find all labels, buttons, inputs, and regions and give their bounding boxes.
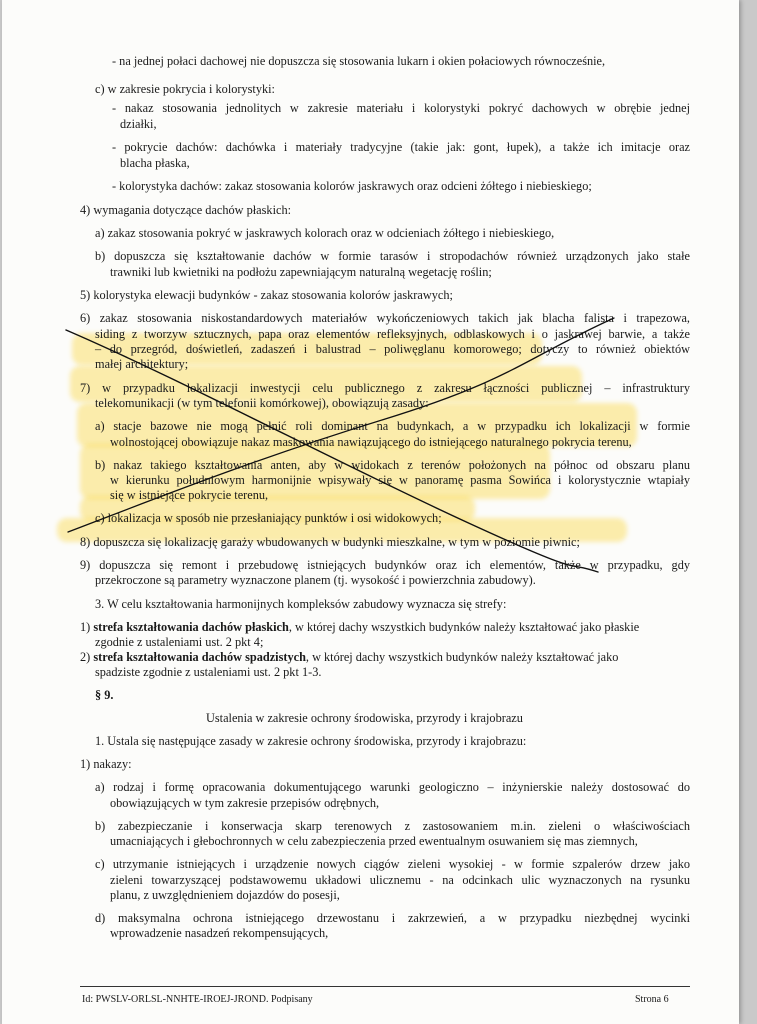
text-line: - kolorystyka dachów: zakaz stosowania kolorów jaskrawych oraz odcieni żółtego i niebieskiego; xyxy=(112,179,592,193)
text-line: się w istniejące pokrycie terenu, xyxy=(110,488,269,502)
text-line: trawniki lub kwietniki na podłożu zapewniającym naturalną wegetację roślin; xyxy=(110,265,492,279)
cross-out-mark xyxy=(2,0,739,1024)
text-line: - nakaz stosowania jednolitych w zakresie materiału i kolorystyki pokryć dachowych w obrębie jednej xyxy=(112,101,690,115)
text-line: w kierunku południowym harmonijnie wpisywały się w panoramę pasma Sowińca i kolorystycznie wtapiały xyxy=(110,473,690,487)
text-line: 5) kolorystyka elewacji budynków - zakaz stosowania kolorów jaskrawych; xyxy=(80,288,453,302)
zone-description: , w której dachy wszystkich budynków należy kształtować jako xyxy=(305,650,619,664)
text-line: blacha płaska, xyxy=(120,156,190,170)
section-title: Ustalenia w zakresie ochrony środowiska, przyrody i krajobrazu xyxy=(206,711,523,725)
text-line: spadziste zgodnie z ustaleniami ust. 2 pkt 1-3. xyxy=(95,665,322,679)
text-line: małej architektury; xyxy=(95,357,189,371)
text-line: b) nakaz takiego kształtowania anten, aby w widokach z terenów położonych na północ od obszaru planu xyxy=(95,458,690,472)
text-line: telekomunikacji (w tym telefonii komórkowej), obowiązują zasady: xyxy=(95,396,429,410)
text-line: działki, xyxy=(120,117,157,131)
page-number: Strona 6 xyxy=(635,994,669,1005)
text-line: c) lokalizacja w sposób nie przesłaniający punktów i osi widokowych; xyxy=(95,511,442,525)
text-line: planu, z uwzględnieniem dojazdów do posesji, xyxy=(110,888,340,902)
text-line: wprowadzenie nasadzeń rekompensujących, xyxy=(110,926,329,940)
text-line: b) zabezpieczanie i konserwacja skarp terenowych z zastosowaniem m.in. zieleni o właściwościach xyxy=(95,819,690,833)
document-page xyxy=(2,0,739,1024)
text-line: 1. Ustala się następujące zasady w zakresie ochrony środowiska, przyrody i krajobrazu: xyxy=(95,734,527,748)
cross-out-stroke xyxy=(68,318,614,532)
text-line: - pokrycie dachów: dachówka i materiały tradycyjne (takie jak: gont, łupek), a także ich imitacje oraz xyxy=(112,140,690,154)
text-line: zgodnie z ustaleniami ust. 2 pkt 4; xyxy=(95,635,264,649)
text-line: c) utrzymanie istniejących i urządzenie nowych ciągów zieleni wysokiej - w formie szpalerów drzew jako xyxy=(95,857,690,871)
section-number: § 9. xyxy=(95,688,114,702)
text-line: siding z tworzyw sztucznych, papa oraz elementów refleksyjnych, odblaskowych i o jaskrawej barwie, a także xyxy=(95,327,690,341)
list-number: 1) xyxy=(80,620,94,634)
text-line: – do przegród, doświetleń, zadaszeń i balustrad – poliwęglanu komorowego; dotyczy to również obiektów xyxy=(95,342,690,356)
footer-divider xyxy=(80,986,690,987)
document-id: Id: PWSLV-ORLSL-NNHTE-IROEJ-JROND. Podpisany xyxy=(82,994,313,1005)
text-line: 8) dopuszcza się lokalizację garaży wbudowanych w budynki mieszkalne, w tym w poziomie piwnic; xyxy=(80,535,580,549)
text-line: 7) w przypadku lokalizacji inwestycji celu publicznego z zakresu łączności publicznej – infrastruktury xyxy=(80,381,690,395)
text-line: zieleni towarzyszącej podstawowemu układowi ulicznemu - na odcinkach ulic wyznaczonych na rysunku xyxy=(110,873,690,887)
text-line: a) zakaz stosowania pokryć w jaskrawych kolorach oraz w odcieniach żółtego i niebieskiego, xyxy=(95,226,555,240)
zone-name: strefa kształtowania dachów płaskich xyxy=(93,620,289,634)
text-line: 9) dopuszcza się remont i przebudowę istniejących budynków oraz ich elementów, także w przypadku, gdy xyxy=(80,558,690,572)
text-line: 1) nakazy: xyxy=(80,757,132,771)
text-line: c) w zakresie pokrycia i kolorystyki: xyxy=(95,82,275,96)
text-line: 4) wymagania dotyczące dachów płaskich: xyxy=(80,203,292,217)
text-line: b) dopuszcza się kształtowanie dachów w formie tarasów i stropodachów również urządzonych jako stałe xyxy=(95,249,690,263)
zone-name: strefa kształtowania dachów spadzistych xyxy=(93,650,306,664)
text-line: obowiązujących w tym zakresie przepisów odrębnych, xyxy=(110,796,380,810)
text-line: d) maksymalna ochrona istniejącego drzewostanu i zakrzewień, a w przypadku niezbędnej wycinki xyxy=(95,911,690,925)
text-line: umacniających i głebochronnych w celu zabezpieczenia przed ewentualnym osuwaniem się mas ziemnych, xyxy=(110,834,638,848)
text-line: 3. W celu kształtowania harmonijnych kompleksów zabudowy wyznacza się strefy: xyxy=(95,597,507,611)
text-line: a) stacje bazowe nie mogą pełnić roli dominant na budynkach, a w przypadku ich lokalizacji w formie xyxy=(95,419,690,433)
text-line: wolnostojącej obowiązuje nakaz maskowania nawiązującego do istniejącego naturalnego pokrycia terenu, xyxy=(110,435,632,449)
text-line: 6) zakaz stosowania niskostandardowych materiałów wykończeniowych takich jak blacha falista i trapezowa, xyxy=(80,311,690,325)
list-number: 2) xyxy=(80,650,94,664)
text-line: przekroczone są parametry wyznaczone planem (tj. wysokość i powierzchnia zabudowy). xyxy=(95,573,536,587)
zone-description: , w której dachy wszystkich budynków należy kształtować jako płaskie xyxy=(288,620,640,634)
text-line: a) rodzaj i formę opracowania dokumentującego warunki geologiczno – inżynierskie należy dostosować do xyxy=(95,780,690,794)
text-line: - na jednej połaci dachowej nie dopuszcza się stosowania lukarn i okien połaciowych równocześnie, xyxy=(112,54,606,68)
